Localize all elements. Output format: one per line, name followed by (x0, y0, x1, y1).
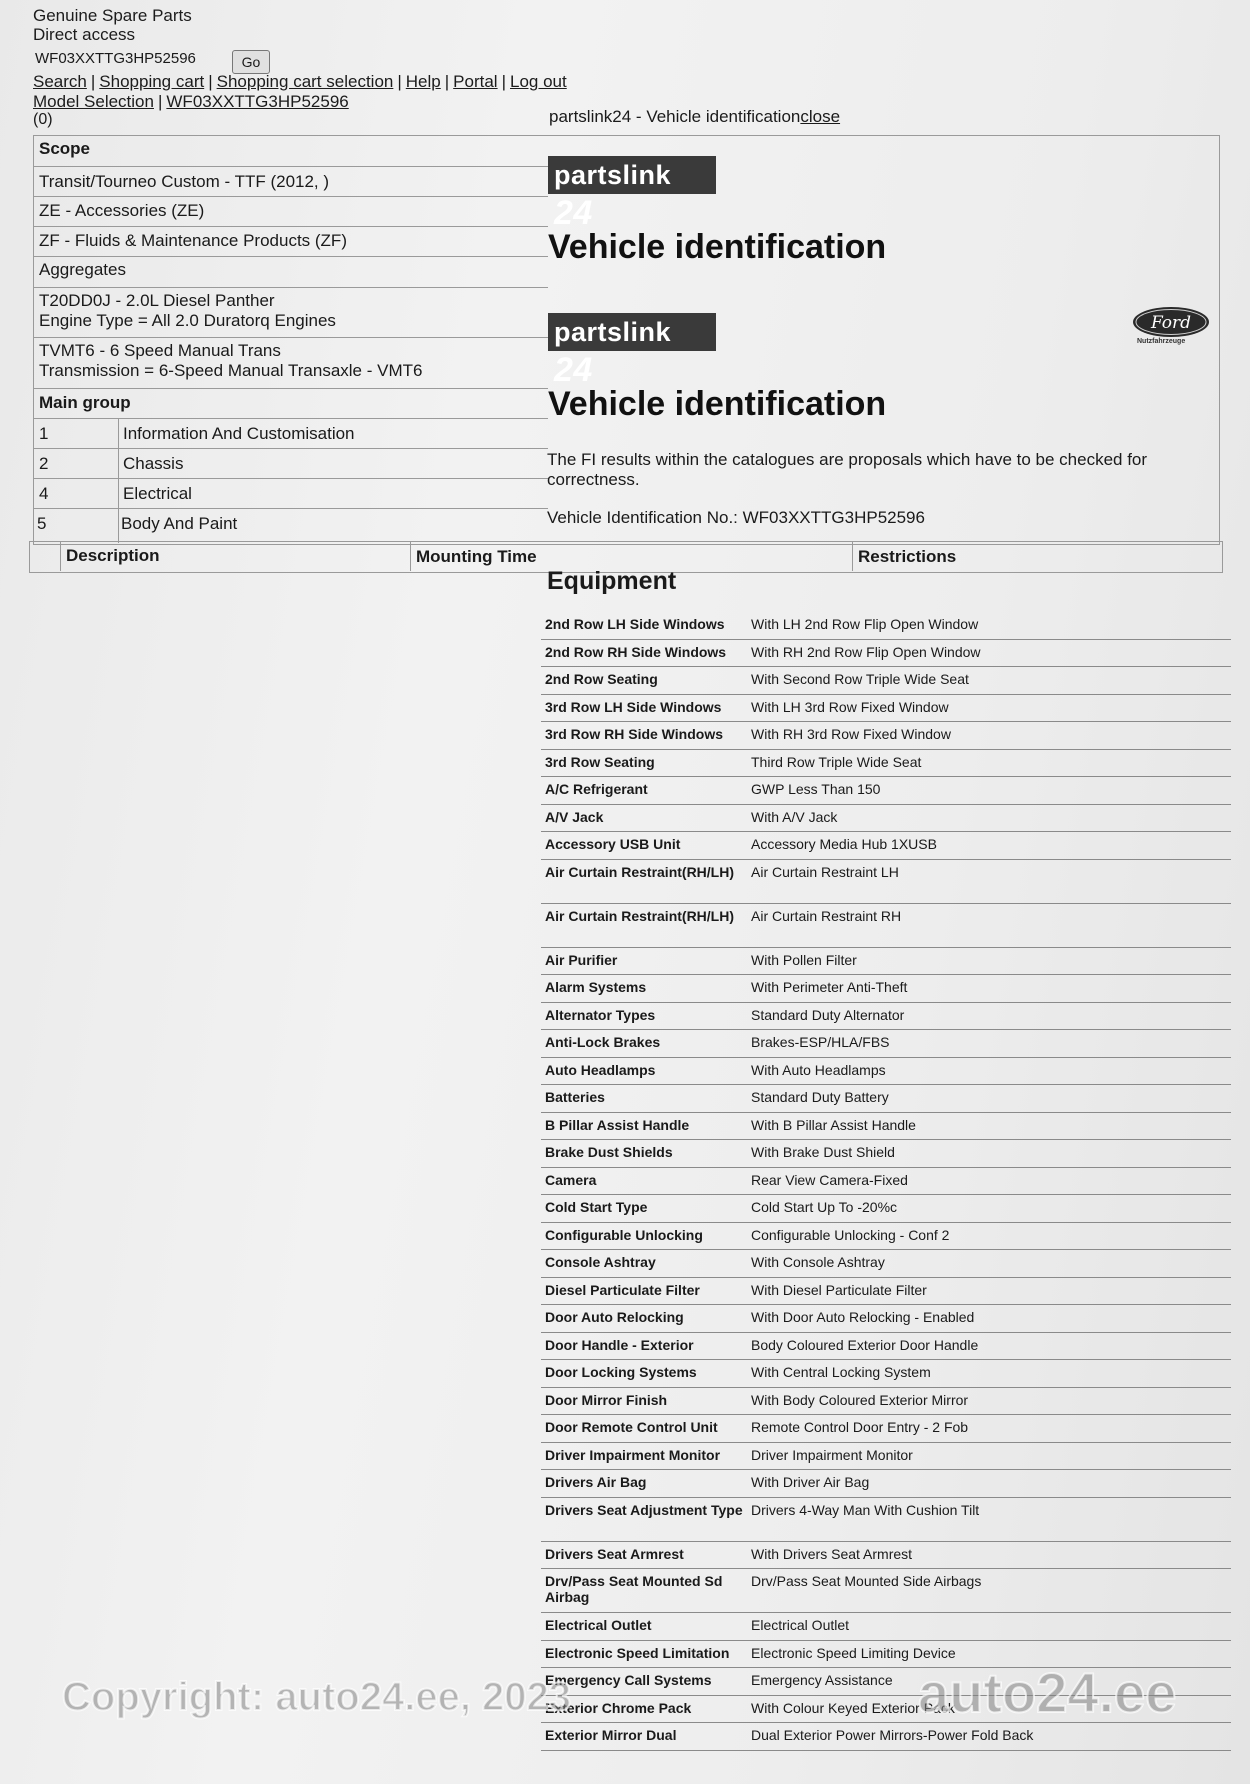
equipment-row (541, 832, 1231, 860)
equipment-value: Driver Impairment Monitor (751, 1446, 913, 1463)
equipment-row (541, 1415, 1231, 1443)
scope-item[interactable]: Transit/Tourneo Custom - TTF (2012, ) (33, 166, 548, 196)
equipment-row (541, 1569, 1231, 1613)
equipment-row (541, 612, 1231, 640)
equipment-feature: 2nd Row RH Side Windows (545, 643, 727, 660)
equipment-row (541, 904, 1231, 948)
go-button[interactable]: Go (232, 50, 270, 74)
equipment-row (541, 948, 1231, 976)
equipment-feature: Alternator Types (545, 1006, 656, 1023)
equipment-feature: Alarm Systems (545, 979, 647, 995)
equipment-feature: Air Curtain Restraint(RH/LH) (545, 907, 735, 924)
equipment-row (541, 1613, 1231, 1641)
main-group-num: 4 (39, 484, 49, 503)
equipment-feature: Auto Headlamps (545, 1061, 656, 1078)
equipment-feature: Exterior Chrome Pack (545, 1699, 692, 1716)
equipment-row (541, 1723, 1231, 1751)
equipment-row (541, 1195, 1231, 1223)
equipment-row (541, 1443, 1231, 1471)
main-group-num: 2 (39, 454, 49, 473)
scope-item[interactable]: ZF - Fluids & Maintenance Products (ZF) (33, 226, 548, 256)
equipment-feature: Door Mirror Finish (545, 1391, 668, 1408)
equipment-feature: Anti-Lock Brakes (545, 1034, 661, 1050)
equipment-row (541, 1470, 1231, 1498)
equipment-feature: Drivers Air Bag (545, 1474, 647, 1490)
equipment-value: Dual Exterior Power Mirrors-Power Fold Back (751, 1727, 1034, 1743)
equipment-feature: Door Handle - Exterior (545, 1336, 694, 1353)
equipment-row (541, 975, 1231, 1003)
equipment-row (541, 1333, 1231, 1361)
equipment-feature: Electrical Outlet (545, 1617, 652, 1633)
main-group-label: Body And Paint (121, 514, 238, 533)
main-group-label: Electrical (123, 484, 192, 503)
equipment-row (541, 1058, 1231, 1086)
equipment-value: Rear View Camera-Fixed (751, 1171, 908, 1188)
nav-shopping-cart[interactable]: Shopping cart (99, 72, 205, 91)
equipment-feature: Brake Dust Shields (545, 1144, 673, 1160)
aggregate-desc: Transmission = 6-Speed Manual Transaxle - VMT6 (39, 361, 423, 380)
nav-links: Search | Shopping cart | Shopping cart selection | Help | Portal | Log out (33, 72, 567, 91)
main-group-num: 1 (39, 424, 49, 443)
vehicle-identification-title: Vehicle identification (548, 228, 887, 266)
popup-close-link[interactable]: close (800, 107, 841, 126)
equipment-value: With Second Row Triple Wide Seat (751, 671, 969, 687)
aggregate-code: T20DD0J - 2.0L Diesel Panther (39, 291, 275, 310)
equipment-value: With Drivers Seat Armrest (751, 1545, 913, 1562)
ford-logo-subtitle: Nutzfahrzeuge (1137, 338, 1186, 345)
equipment-value: Air Curtain Restraint LH (751, 863, 899, 880)
nav-portal[interactable]: Portal (453, 72, 498, 91)
main-group-row[interactable] (33, 448, 548, 478)
equipment-row (541, 777, 1231, 805)
aggregate-desc: Engine Type = All 2.0 Duratorq Engines (39, 311, 336, 330)
equipment-feature: Exterior Mirror Dual (545, 1727, 677, 1743)
equipment-row (541, 1305, 1231, 1333)
equipment-value: With Console Ashtray (751, 1254, 885, 1270)
scope-header: Scope (33, 135, 548, 165)
col-mounting-time: Mounting Time (416, 547, 537, 566)
equipment-value: With Perimeter Anti-Theft (751, 979, 908, 995)
equipment-row (541, 1542, 1231, 1570)
equipment-feature: Door Locking Systems (545, 1364, 697, 1380)
equipment-row (541, 640, 1231, 668)
popup-window-title-text: partslink24 - Vehicle identification (549, 107, 801, 126)
equipment-feature: 2nd Row LH Side Windows (545, 616, 725, 632)
equipment-row (541, 1168, 1231, 1196)
main-group-header: Main group (33, 388, 548, 418)
equipment-feature: Emergency Call Systems (545, 1672, 712, 1688)
main-group-row[interactable] (33, 478, 548, 508)
partslink24-logo: partslink 24 (548, 156, 716, 194)
equipment-feature: Drivers Seat Adjustment Type (545, 1501, 743, 1518)
vin-line: Vehicle Identification No.: WF03XXTTG3HP52596 (547, 508, 925, 527)
equipment-value: With Brake Dust Shield (751, 1144, 895, 1160)
equipment-row (541, 1250, 1231, 1278)
breadcrumb-vin[interactable]: WF03XXTTG3HP52596 (166, 92, 349, 111)
equipment-row (541, 1030, 1231, 1058)
equipment-value: With Auto Headlamps (751, 1061, 886, 1078)
equipment-row (541, 1223, 1231, 1251)
equipment-row (541, 1140, 1231, 1168)
equipment-value: With B Pillar Assist Handle (751, 1116, 916, 1133)
aggregate-item[interactable] (33, 287, 548, 337)
equipment-feature: Configurable Unlocking (545, 1226, 703, 1243)
nav-search[interactable]: Search (33, 72, 87, 91)
equipment-value: With LH 3rd Row Fixed Window (751, 698, 949, 715)
main-group-row[interactable] (33, 418, 548, 448)
equipment-feature: Driver Impairment Monitor (545, 1446, 721, 1463)
equipment-value: With Door Auto Relocking - Enabled (751, 1309, 975, 1325)
equipment-value: Emergency Assistance (751, 1672, 893, 1688)
equipment-value: With Pollen Filter (751, 951, 857, 968)
equipment-row (541, 695, 1231, 723)
equipment-value: With Central Locking System (751, 1364, 931, 1380)
equipment-feature: A/V Jack (545, 808, 604, 825)
equipment-row (541, 860, 1231, 904)
equipment-value: With RH 3rd Row Fixed Window (751, 726, 951, 742)
equipment-feature: Electronic Speed Limitation (545, 1644, 730, 1661)
equipment-value: Standard Duty Alternator (751, 1006, 905, 1023)
equipment-value: With Driver Air Bag (751, 1474, 870, 1490)
equipment-value: Configurable Unlocking - Conf 2 (751, 1226, 950, 1243)
aggregate-code: TVMT6 - 6 Speed Manual Trans (39, 341, 281, 360)
scope-item[interactable]: ZE - Accessories (ZE) (33, 196, 548, 226)
vehicle-identification-title: Vehicle identification (548, 385, 887, 423)
col-divider (410, 541, 411, 571)
equipment-value: Standard Duty Battery (751, 1089, 889, 1105)
aggregates-header: Aggregates (33, 256, 548, 286)
main-group-num: 5 (37, 514, 47, 533)
equipment-feature: Drv/Pass Seat Mounted Sd Airbag (545, 1573, 723, 1605)
equipment-value: With Diesel Particulate Filter (751, 1281, 927, 1298)
equipment-feature: A/C Refrigerant (545, 781, 648, 797)
equipment-feature: 3rd Row LH Side Windows (545, 698, 722, 715)
equipment-row (541, 1388, 1231, 1416)
equipment-row (541, 722, 1231, 750)
equipment-feature: Drivers Seat Armrest (545, 1545, 684, 1562)
equipment-value: Accessory Media Hub 1XUSB (751, 836, 937, 852)
equipment-value: Brakes-ESP/HLA/FBS (751, 1034, 890, 1050)
col-restrictions: Restrictions (858, 547, 957, 566)
equipment-row (541, 1360, 1231, 1388)
header-title: Genuine Spare Parts (33, 6, 192, 25)
nav-logout[interactable]: Log out (510, 72, 567, 91)
equipment-feature: Door Auto Relocking (545, 1309, 684, 1325)
equipment-value: With LH 2nd Row Flip Open Window (751, 616, 979, 632)
equipment-title: Equipment (547, 567, 677, 595)
equipment-row (541, 667, 1231, 695)
auto24-watermark: auto24.ee (918, 1661, 1177, 1724)
equipment-value: Cold Start Up To -20%c (751, 1199, 898, 1215)
vin-input[interactable]: WF03XXTTG3HP52596 (35, 50, 196, 67)
equipment-row (541, 750, 1231, 778)
nav-shopping-cart-selection[interactable]: Shopping cart selection (216, 72, 394, 91)
equipment-value: With Body Coloured Exterior Mirror (751, 1391, 969, 1408)
equipment-feature: Diesel Particulate Filter (545, 1281, 700, 1298)
equipment-value: With RH 2nd Row Flip Open Window (751, 643, 981, 660)
equipment-feature: Air Curtain Restraint(RH/LH) (545, 863, 735, 880)
partslink24-logo: partslink 24 (548, 313, 716, 351)
copyright-watermark: Copyright: auto24.ee, 2023 (62, 1675, 572, 1719)
equipment-feature: B Pillar Assist Handle (545, 1116, 690, 1133)
equipment-feature: Camera (545, 1171, 597, 1188)
equipment-value: With A/V Jack (751, 808, 838, 825)
equipment-value: With Colour Keyed Exterior Pack (751, 1699, 955, 1716)
equipment-row (541, 805, 1231, 833)
equipment-row (541, 1113, 1231, 1141)
breadcrumb: Model Selection | WF03XXTTG3HP52596 (33, 92, 349, 111)
equipment-table (541, 612, 1231, 1751)
col-divider (852, 541, 853, 571)
equipment-feature: Console Ashtray (545, 1254, 656, 1270)
equipment-value: Drivers 4-Way Man With Cushion Tilt (751, 1501, 980, 1518)
equipment-value: GWP Less Than 150 (751, 781, 881, 797)
equipment-value: Third Row Triple Wide Seat (751, 753, 922, 770)
equipment-value: Body Coloured Exterior Door Handle (751, 1336, 979, 1353)
equipment-feature: Accessory USB Unit (545, 836, 681, 852)
main-group-row[interactable] (33, 508, 548, 543)
main-group-label: Chassis (123, 454, 184, 473)
nav-help[interactable]: Help (405, 72, 441, 91)
equipment-row (541, 1085, 1231, 1113)
equipment-feature: Cold Start Type (545, 1199, 648, 1215)
breadcrumb-model-selection[interactable]: Model Selection (33, 92, 154, 111)
equipment-feature: Batteries (545, 1089, 605, 1105)
equipment-row (541, 1003, 1231, 1031)
ford-logo-text: Ford (1150, 313, 1192, 333)
equipment-feature: 2nd Row Seating (545, 671, 658, 687)
equipment-feature: Air Purifier (545, 951, 618, 968)
equipment-feature: Door Remote Control Unit (545, 1419, 718, 1435)
equipment-feature: 3rd Row RH Side Windows (545, 726, 723, 742)
cart-count: (0) (33, 111, 53, 128)
fi-disclaimer: The FI results within the catalogues are proposals which have to be checked for correctness. (547, 450, 1148, 489)
equipment-value: Remote Control Door Entry - 2 Fob (751, 1419, 969, 1435)
main-group-label: Information And Customisation (123, 424, 355, 443)
equipment-row (541, 1498, 1231, 1542)
equipment-value: Drv/Pass Seat Mounted Side Airbags (751, 1573, 982, 1589)
popup-window-title (549, 107, 840, 127)
col-description: Description (66, 546, 160, 565)
equipment-row (541, 1278, 1231, 1306)
header-subtitle: Direct access (33, 25, 136, 44)
equipment-value: Electrical Outlet (751, 1617, 850, 1633)
equipment-feature: 3rd Row Seating (545, 753, 655, 770)
aggregate-item[interactable] (33, 337, 548, 387)
col-divider (60, 541, 61, 571)
equipment-value: Air Curtain Restraint RH (751, 907, 902, 924)
equipment-value: Electronic Speed Limiting Device (751, 1644, 956, 1661)
